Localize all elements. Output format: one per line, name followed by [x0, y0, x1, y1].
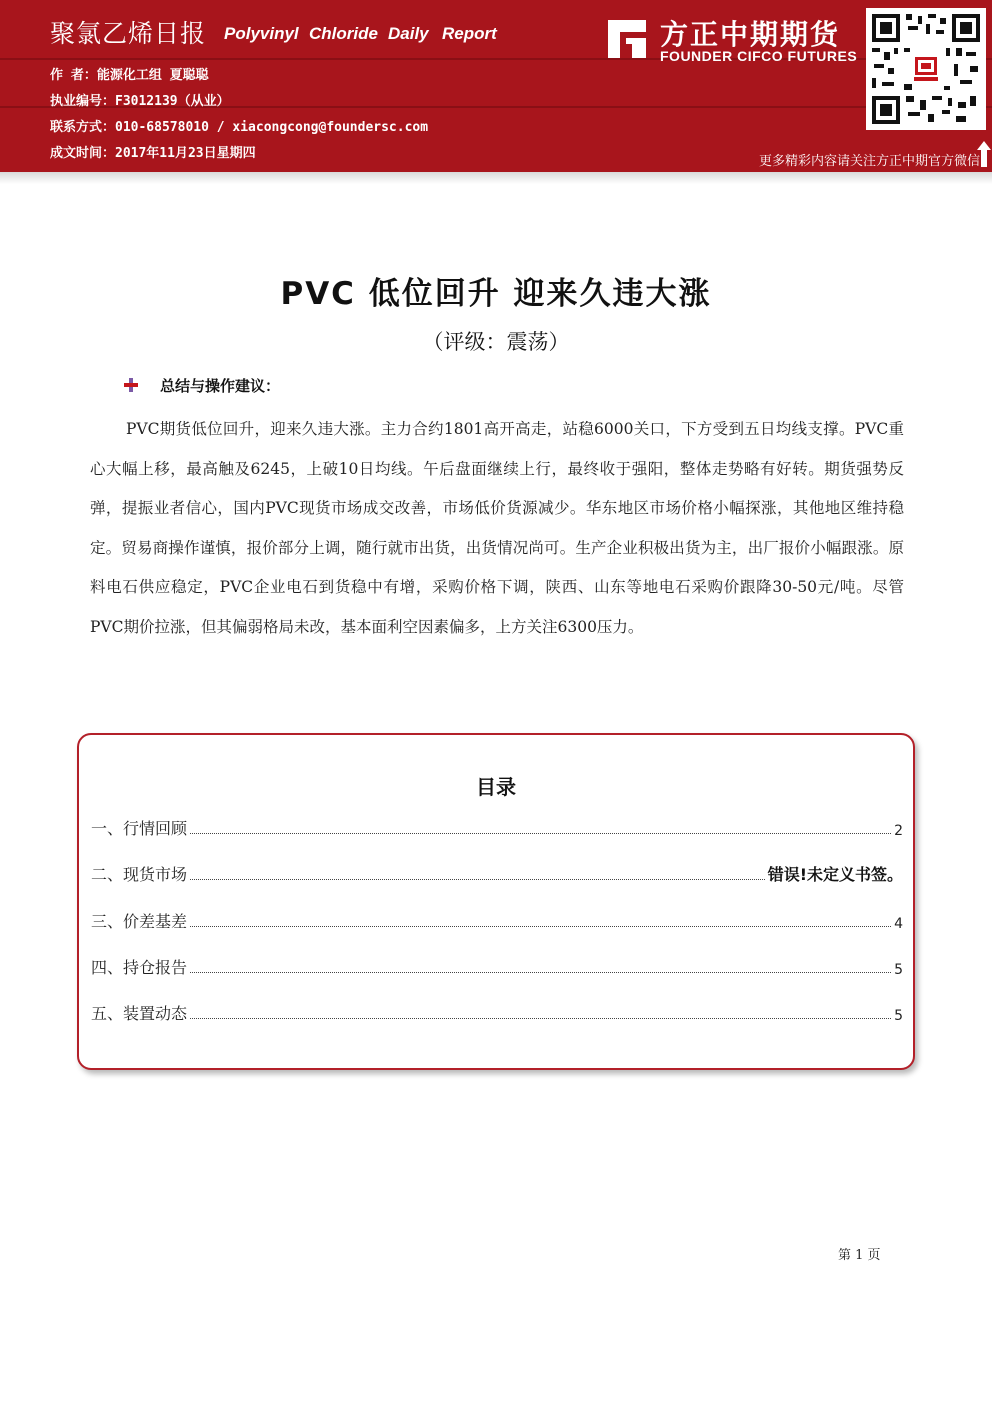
table-of-contents: [77, 733, 915, 1070]
report-type-title: 聚氯乙烯日报: [50, 19, 207, 48]
report-type-en-word: Daily: [388, 24, 429, 43]
toc-entry-page: 错误!未定义书签。: [767, 865, 903, 884]
toc-dot-leader: [190, 971, 891, 973]
toc-entry-label: 一、行情回顾: [91, 819, 188, 838]
toc-dot-leader: [190, 925, 891, 927]
wechat-qr-code-icon[interactable]: [866, 8, 986, 130]
date-line: 成文时间：2017年11月23日星期四: [50, 146, 256, 161]
company-logo-icon: [604, 16, 650, 62]
toc-dot-leader: [190, 832, 891, 834]
contact-line: 联系方式：010-68578010 / xiacongcong@foundersc.com: [50, 120, 429, 135]
section-heading: 总结与操作建议：: [160, 377, 281, 395]
toc-entry[interactable]: [91, 952, 903, 978]
toc-entry[interactable]: [91, 859, 903, 885]
toc-entry[interactable]: [91, 998, 903, 1024]
toc-entry-label: 三、价差基差: [91, 912, 188, 931]
toc-dot-leader: [190, 1017, 891, 1019]
toc-entry-label: 二、现货市场: [91, 865, 188, 884]
toc-entry[interactable]: [91, 906, 903, 932]
report-type-en-word: Chloride: [309, 24, 378, 43]
header-shadow: [0, 172, 992, 184]
report-title: PVC 低位回升 迎来久违大涨: [280, 276, 712, 312]
toc-entry-page: 2: [894, 823, 903, 839]
toc-entry-label: 四、持仓报告: [91, 958, 188, 977]
toc-entry-label: 五、装置动态: [91, 1004, 188, 1023]
report-header: [0, 0, 992, 172]
page-number: 第 1 页: [838, 1248, 881, 1263]
license-line: 执业编号：F3012139（从业）: [50, 94, 230, 109]
toc-entry[interactable]: [91, 813, 903, 839]
up-arrow-icon: [977, 141, 991, 167]
report-type-en-word: Report: [442, 24, 497, 43]
toc-entry-page: 5: [894, 1008, 903, 1024]
report-rating: （评级：震荡）: [422, 330, 570, 354]
toc-entry-page: 5: [894, 962, 903, 978]
follow-wechat-text: 更多精彩内容请关注方正中期官方微信: [758, 154, 980, 169]
toc-title: 目录: [476, 775, 516, 799]
section-bullet-icon: [124, 378, 138, 392]
summary-paragraph: PVC期货低位回升，迎来久违大涨。主力合约1801高开高走，站稳6000关口，下方受到五日均线支撑。PVC重心大幅上移，最高触及6245，上破10日均线。午后盘面继续上行，最终收于强阳，整体走势略有好转。期货强势反弹，提振业者信心，国内PVC现货市场成交改善，市场低价货源减少。华东地区市场价格小幅探涨，其他地区维持稳定。贸易商操作谨慎，报价部分上调，随行就市出货，出货情况尚可。生产企业积极出货为主，出厂报价小幅跟涨。原料电石供应稳定，PVC企业电石到货稳中有增，采购价格下调，陕西、山东等地电石采购价跟降30-50元/吨。尽管PVC期价拉涨，但其偏弱格局未改，基本面利空因素偏多，上方关注6300压力。: [90, 420, 904, 636]
company-name-cn: 方正中期期货: [660, 18, 841, 51]
report-type-en-word: Polyvinyl: [224, 24, 299, 43]
toc-entry-page: 4: [894, 916, 903, 932]
toc-dot-leader: [190, 878, 765, 880]
company-name-en: FOUNDER CIFCO FUTURES: [660, 48, 858, 64]
author-line: 作 者：能源化工组 夏聪聪: [50, 68, 209, 83]
